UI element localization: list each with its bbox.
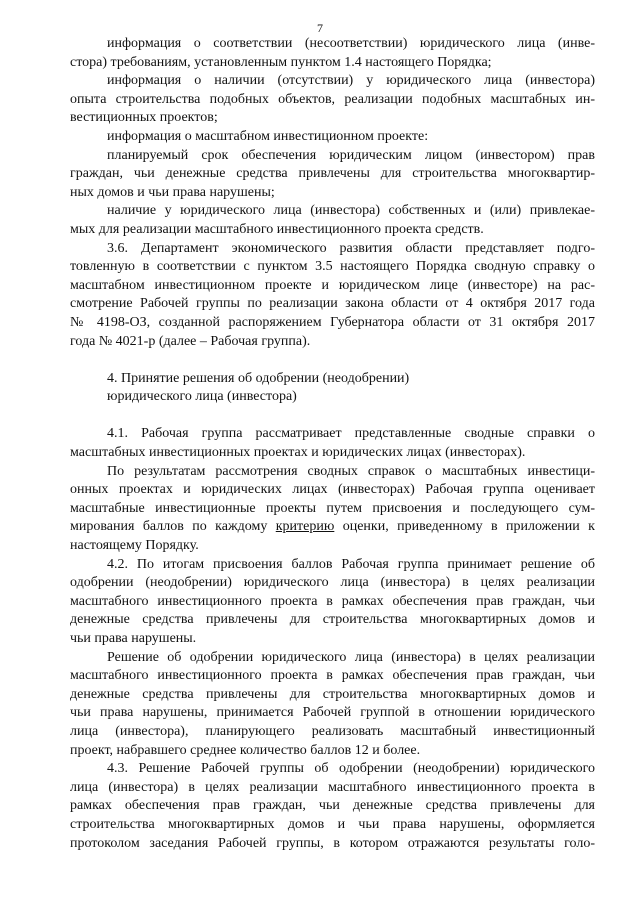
text-line: № 4198-ОЗ, созданной распоряжением Губернатора области от 31 октября 2017: [70, 314, 595, 330]
text-line: чьи права нарушены.: [70, 631, 197, 646]
paragraph: [70, 147, 595, 203]
text-line: планируемый срок обеспечения юридическим лицом (инвестором) прав: [107, 147, 595, 163]
text-line: юридического лица (инвестора): [107, 389, 297, 405]
text-line: мых для реализации масштабного инвестиционного проекта средств.: [70, 221, 484, 237]
text-line: рамках обеспечения прав граждан, чьи денежные средства привлечены для: [70, 798, 595, 814]
text-segment: мирования баллов по каждому: [70, 519, 276, 535]
text-line: 3.6. Департамент экономического развития области представляет подго-: [107, 240, 595, 256]
paragraph: [70, 760, 595, 853]
text-line: информация о масштабном инвестиционном проекте:: [107, 128, 429, 144]
paragraph: [70, 425, 595, 462]
text-line: настоящему Порядку.: [70, 538, 199, 554]
paragraph: [70, 240, 595, 352]
paragraph: [70, 35, 595, 72]
paragraph: [70, 370, 595, 407]
text-line: Решение об одобрении юридического лица (инвестора) в целях реализации: [107, 649, 595, 665]
text-line: протоколом заседания Рабочей группы, в котором отражаются результаты голо-: [70, 835, 595, 851]
text-line: [70, 518, 595, 537]
text-line: года № 4021-р (далее – Рабочая группа).: [70, 333, 311, 349]
text-line: 4.2. По итогам присвоения баллов Рабочая группа принимает решение об: [107, 556, 595, 572]
text-line: опыта строительства подобных объектов, реализации подобных масштабных ин-: [70, 91, 595, 107]
paragraph: [70, 649, 595, 761]
text-line: масштабные инвестиционные проекты путем присвоения и последующего сум-: [70, 500, 595, 516]
text-line: чьи права нарушены, принимается Рабочей группой в отношении юридического: [70, 705, 595, 721]
text-segment: оценки, приведенному в приложении к: [334, 519, 595, 535]
text-line: По результатам рассмотрения сводных справок о масштабных инвестици-: [107, 463, 595, 479]
page-number: 7: [317, 21, 323, 35]
blank-line: [70, 351, 595, 370]
document-body: [70, 35, 595, 853]
text-line: товленную в соответствии с пунктом 3.5 настоящего Порядка сводную справку о: [70, 259, 595, 275]
text-line: граждан, чьи денежные средства привлечены для строительства многоквартир-: [70, 166, 595, 182]
text-line: масштабного инвестиционного проекта в рамках обеспечения прав граждан, чьи: [70, 593, 595, 609]
text-line: 4.3. Решение Рабочей группы об одобрении (неодобрении) юридического: [107, 761, 595, 777]
text-line: смотрение Рабочей группы по реализации закона области от 4 октября 2017 года: [70, 296, 595, 312]
text-line: наличие у юридического лица (инвестора) собственных и (или) привлекае-: [107, 203, 595, 219]
text-line: масштабном инвестиционном проекте и юридическом лице (инвесторе) на рас-: [70, 277, 595, 293]
text-line: проект, набравшего среднее количество баллов 12 и более.: [70, 742, 421, 758]
text-line: лица (инвестора) в целях реализации масштабного инвестиционного проекта в: [70, 779, 595, 795]
text-line: денежные средства привлечены для строительства многоквартирных домов и: [70, 612, 595, 628]
text-line: 4.1. Рабочая группа рассматривает представленные сводные справки о: [107, 426, 595, 442]
text-line: вестиционных проектов;: [70, 110, 218, 126]
text-line: масштабных инвестиционных проектах и юридических лицах (инвесторах).: [70, 445, 526, 461]
criterion-link[interactable]: критерию: [275, 519, 335, 535]
text-line: стора) требованиям, установленным пунктом 1.4 настоящего Порядка;: [70, 54, 492, 70]
text-line: масштабного инвестиционного проекта в рамках обеспечения прав граждан, чьи: [70, 668, 595, 684]
text-line: одобрении (неодобрении) юридического лица (инвестора) в целях реализации: [70, 575, 595, 591]
text-line: информация о соответствии (несоответствии) юридического лица (инве-: [107, 36, 595, 51]
paragraph: [70, 463, 595, 556]
paragraph: [70, 202, 595, 239]
blank-line: [70, 407, 595, 426]
text-line: денежные средства привлечены для строительства многоквартирных домов и: [70, 686, 595, 702]
text-line: лица (инвестора), планирующего реализовать масштабный инвестиционный: [70, 723, 595, 739]
paragraph: [70, 72, 595, 128]
paragraph: [70, 556, 595, 649]
text-line: онных проектах и юридических лицах (инвесторах) Рабочая группа оценивает: [70, 482, 595, 498]
text-line: строительства многоквартирных домов и чьи права нарушены, оформляется: [70, 816, 595, 832]
text-line: 4. Принятие решения об одобрении (неодобрении): [107, 370, 410, 386]
paragraph: [70, 128, 595, 147]
text-line: информация о наличии (отсутствии) у юридического лица (инвестора): [107, 73, 595, 89]
text-line: ных домов и чьи права нарушены;: [70, 184, 275, 200]
